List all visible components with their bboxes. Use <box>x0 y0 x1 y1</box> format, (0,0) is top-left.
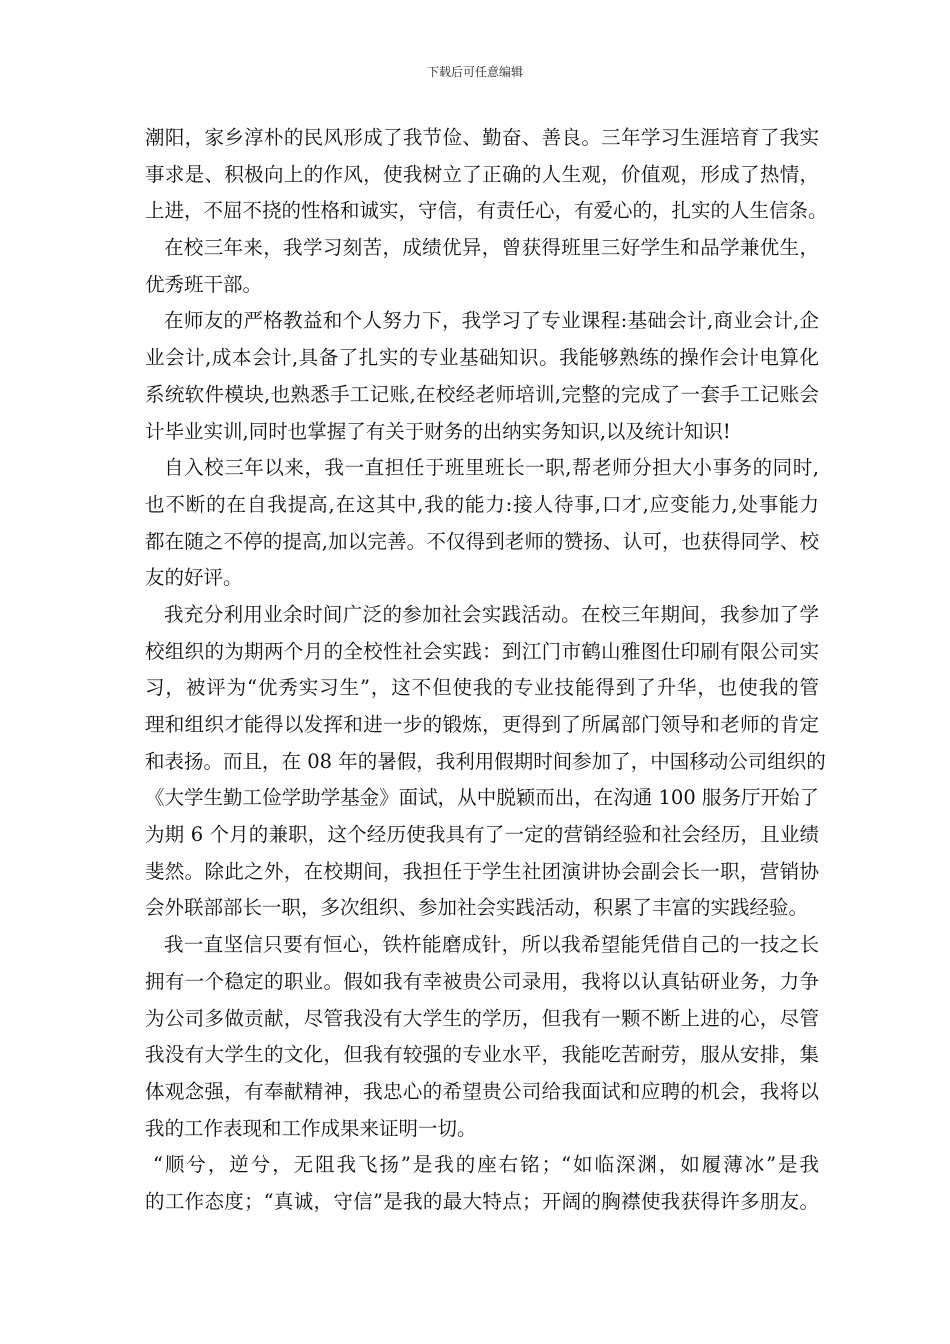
text-line: 上进，不屈不挠的性格和诚实，守信，有责任心，有爱心的，扎实的人生信条。 <box>145 199 828 223</box>
text-line: 友的好评。 <box>145 566 243 590</box>
text-line: 《大学生勤工俭学助学基金》面试，从中脱颖而出，在沟通 100 服务厅开始了 <box>145 786 819 810</box>
text-line: 会外联部部长一职，多次组织、参加社会实践活动，积累了丰富的实践经验。 <box>145 896 809 920</box>
text-line: 系统软件模块,也熟悉手工记账,在校经老师培训,完整的完成了一套手工记账会 <box>145 382 819 406</box>
document-body <box>145 120 828 1221</box>
paragraph-first-line: 我一直坚信只要有恒心，铁杵能磨成针，所以我希望能凭借自己的一技之长 <box>164 933 819 957</box>
text-line: 和表扬。而且，在 08 年的暑假，我利用假期时间参加了，中国移动公司组织的 <box>145 749 826 773</box>
text-line: 理和组织才能得以发挥和进一步的锻炼，更得到了所属部门领导和老师的肯定 <box>145 713 819 736</box>
paragraph-first-line: 在师友的严格教益和个人努力下，我学习了专业课程:基础会计,商业会计,企 <box>164 309 819 333</box>
text-line: 为公司多做贡献，尽管我没有大学生的学历，但我有一颗不断上进的心，尽管 <box>145 1006 819 1030</box>
text-line: 都在随之不停的提高,加以完善。不仅得到老师的赞扬、认可，也获得同学、校 <box>145 529 819 553</box>
text-line: 为期 6 个月的兼职，这个经历使我具有了一定的营销经验和社会经历，且业绩 <box>145 823 819 847</box>
text-line: 的工作态度；“真诚，守信”是我的最大特点；开阔的胸襟使我获得许多朋友。 <box>145 1189 819 1213</box>
text-line: 业会计,成本会计,具备了扎实的专业基础知识。我能够熟练的操作会计电算化 <box>145 346 819 370</box>
text-line: 体观念强，有奉献精神，我忠心的希望贵公司给我面试和应聘的机会，我将以 <box>145 1079 819 1103</box>
text-line: 潮阳，家乡淳朴的民风形成了我节俭、勤奋、善良。三年学习生涯培育了我实 <box>145 126 819 149</box>
text-line: 事求是、积极向上的作风，使我树立了正确的人生观，价值观，形成了热情， <box>145 162 819 186</box>
text-line: 计毕业实训,同时也掌握了有关于财务的出纳实务知识,以及统计知识! <box>145 419 731 443</box>
paragraph-first-line: 自入校三年以来，我一直担任于班里班长一职,帮老师分担大小事务的同时, <box>164 456 819 480</box>
text-line: 我的工作表现和工作成果来证明一切。 <box>145 1116 477 1140</box>
paragraph-first-line: 我充分利用业余时间广泛的参加社会实践活动。在校三年期间，我参加了学 <box>164 602 819 626</box>
text-line: 斐然。除此之外，在校期间，我担任于学生社团演讲协会副会长一职，营销协 <box>145 859 819 883</box>
text-line: 拥有一个稳定的职业。假如我有幸被贵公司录用，我将以认真钻研业务，力争 <box>145 969 819 993</box>
text-line: 校组织的为期两个月的全校性社会实践：到江门市鹤山雅图仕印刷有限公司实 <box>145 639 819 663</box>
paragraph-first-line: 在校三年来，我学习刻苦，成绩优异，曾获得班里三好学生和品学兼优生， <box>164 236 819 260</box>
text-line: 我没有大学生的文化，但我有较强的专业水平，我能吃苦耐劳，服从安排，集 <box>145 1043 819 1067</box>
text-line: 优秀班干部。 <box>145 272 263 296</box>
text-line: 也不断的在自我提高,在这其中,我的能力:接人待事,口才,应变能力,处事能力 <box>145 492 819 516</box>
page-header-watermark: 下载后可任意编辑 <box>426 65 523 79</box>
paragraph-first-line: “顺兮，逆兮，无阻我飞扬”是我的座右铭；“如临深渊，如履薄冰”是我 <box>153 1153 819 1177</box>
text-line: 习，被评为“优秀实习生”，这不但使我的专业技能得到了升华，也使我的管 <box>145 676 819 700</box>
